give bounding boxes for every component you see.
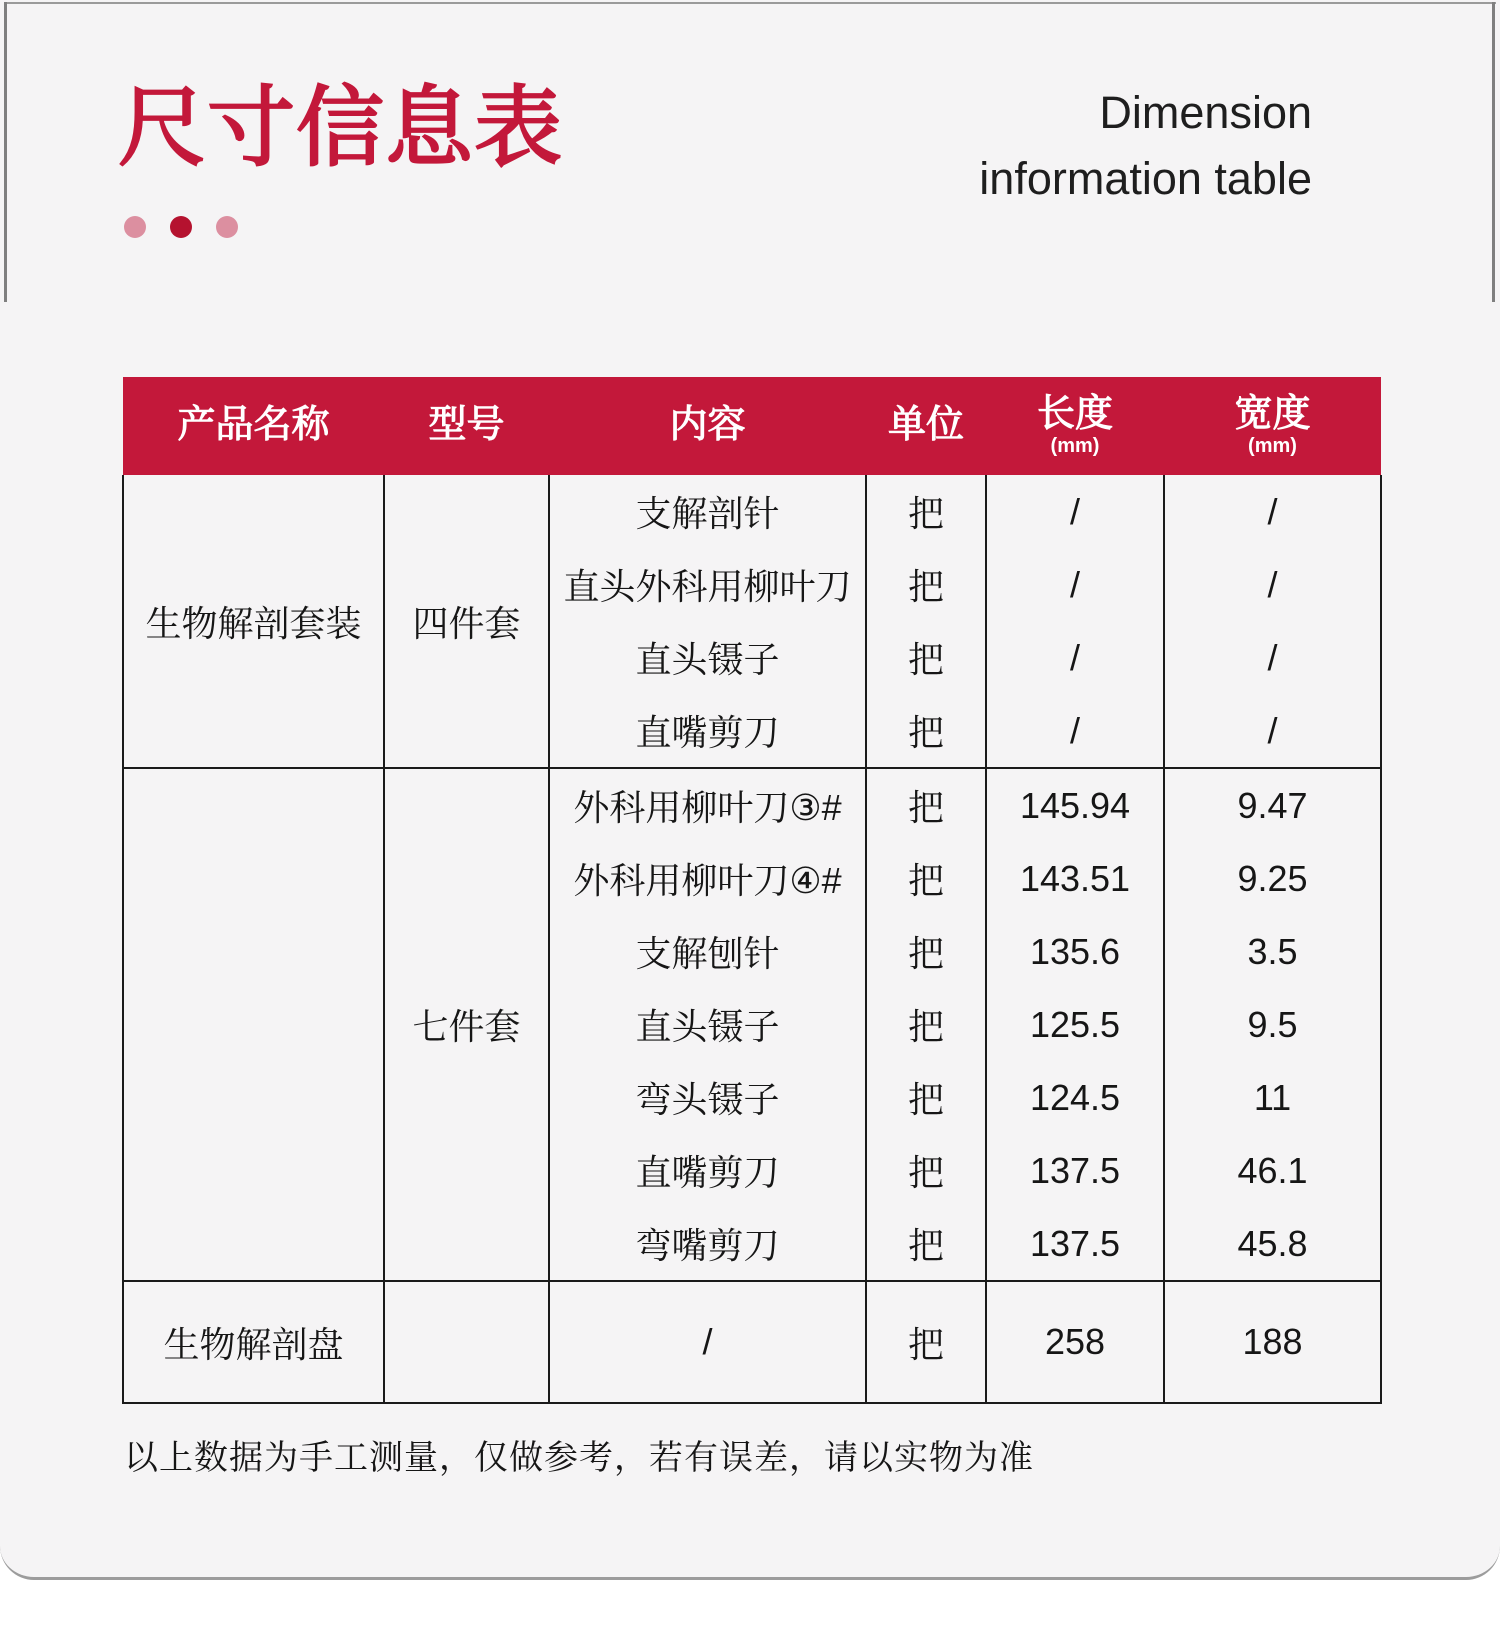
- unit-cell: 把: [866, 988, 986, 1061]
- width-label: 宽度: [1234, 392, 1311, 435]
- previous-section-top-border: [4, 2, 1496, 4]
- table-row: [123, 1281, 1381, 1403]
- col-header-content: 内容: [549, 377, 866, 475]
- content-cell: 直头镊子: [549, 988, 866, 1061]
- content-cell: 直头外科用柳叶刀: [549, 548, 866, 621]
- col-header-unit: 单位: [866, 377, 986, 475]
- product-name-cell: [123, 768, 384, 1281]
- width-cell: /: [1164, 475, 1381, 548]
- length-cell: 143.51: [986, 842, 1164, 915]
- unit-cell: 把: [866, 475, 986, 548]
- unit-cell: 把: [866, 842, 986, 915]
- col-header-model: 型号: [384, 377, 549, 475]
- content-cell: 支解刨针: [549, 915, 866, 988]
- unit-cell: 把: [866, 548, 986, 621]
- length-cell: /: [986, 694, 1164, 768]
- col-header-product-name: 产品名称: [123, 377, 384, 475]
- length-mm-label: (mm): [1050, 435, 1100, 458]
- width-cell: 46.1: [1164, 1134, 1381, 1207]
- content-cell: 外科用柳叶刀③#: [549, 768, 866, 842]
- width-cell: 9.47: [1164, 768, 1381, 842]
- title-dots: [124, 216, 262, 238]
- content-cell: 直嘴剪刀: [549, 1134, 866, 1207]
- unit-cell: 把: [866, 1207, 986, 1281]
- width-cell: /: [1164, 694, 1381, 768]
- length-cell: 137.5: [986, 1134, 1164, 1207]
- col-header-width: [1164, 377, 1381, 475]
- dot-icon: [124, 216, 146, 238]
- previous-section-left-border: [4, 2, 7, 302]
- length-cell: 124.5: [986, 1061, 1164, 1134]
- width-cell: 9.25: [1164, 842, 1381, 915]
- product-name-cell: 生物解剖套装: [123, 475, 384, 768]
- page-title: 尺寸信息表: [118, 78, 564, 177]
- dot-icon: [170, 216, 192, 238]
- dimension-table: [122, 377, 1382, 1404]
- length-cell: /: [986, 475, 1164, 548]
- model-cell: [384, 1281, 549, 1403]
- content-cell: 直嘴剪刀: [549, 694, 866, 768]
- width-cell: 45.8: [1164, 1207, 1381, 1281]
- content-cell: 支解剖针: [549, 475, 866, 548]
- length-label: 长度: [1036, 392, 1113, 435]
- product-name-cell: 生物解剖盘: [123, 1281, 384, 1403]
- unit-cell: 把: [866, 1281, 986, 1403]
- length-cell: 258: [986, 1281, 1164, 1403]
- length-cell: 135.6: [986, 915, 1164, 988]
- width-cell: /: [1164, 621, 1381, 694]
- table-row: [123, 475, 1381, 548]
- length-cell: /: [986, 548, 1164, 621]
- length-cell: 137.5: [986, 1207, 1164, 1281]
- width-cell: 11: [1164, 1061, 1381, 1134]
- unit-cell: 把: [866, 915, 986, 988]
- table-row: [123, 768, 1381, 842]
- content-cell: 弯嘴剪刀: [549, 1207, 866, 1281]
- col-header-length: [986, 377, 1164, 475]
- unit-cell: 把: [866, 694, 986, 768]
- width-cell: 9.5: [1164, 988, 1381, 1061]
- length-cell: /: [986, 621, 1164, 694]
- unit-cell: 把: [866, 621, 986, 694]
- length-cell: 125.5: [986, 988, 1164, 1061]
- width-mm-label: (mm): [1248, 435, 1297, 458]
- content-cell: /: [549, 1281, 866, 1403]
- width-cell: 3.5: [1164, 915, 1381, 988]
- content-cell: 直头镊子: [549, 621, 866, 694]
- unit-cell: 把: [866, 1061, 986, 1134]
- page-subtitle-en: [979, 80, 1312, 212]
- subtitle-line-2: information table: [979, 153, 1312, 204]
- content-cell: 弯头镊子: [549, 1061, 866, 1134]
- model-cell: 七件套: [384, 768, 549, 1281]
- table-header-row: [123, 377, 1381, 475]
- measurement-disclaimer: 以上数据为手工测量，仅做参考，若有误差，请以实物为准: [124, 1439, 1034, 1477]
- subtitle-line-1: Dimension: [1099, 87, 1312, 138]
- unit-cell: 把: [866, 768, 986, 842]
- model-cell: 四件套: [384, 475, 549, 768]
- width-cell: /: [1164, 548, 1381, 621]
- content-cell: 外科用柳叶刀④#: [549, 842, 866, 915]
- previous-section-right-border: [1492, 2, 1495, 302]
- unit-cell: 把: [866, 1134, 986, 1207]
- dot-icon: [216, 216, 238, 238]
- width-cell: 188: [1164, 1281, 1381, 1403]
- length-cell: 145.94: [986, 768, 1164, 842]
